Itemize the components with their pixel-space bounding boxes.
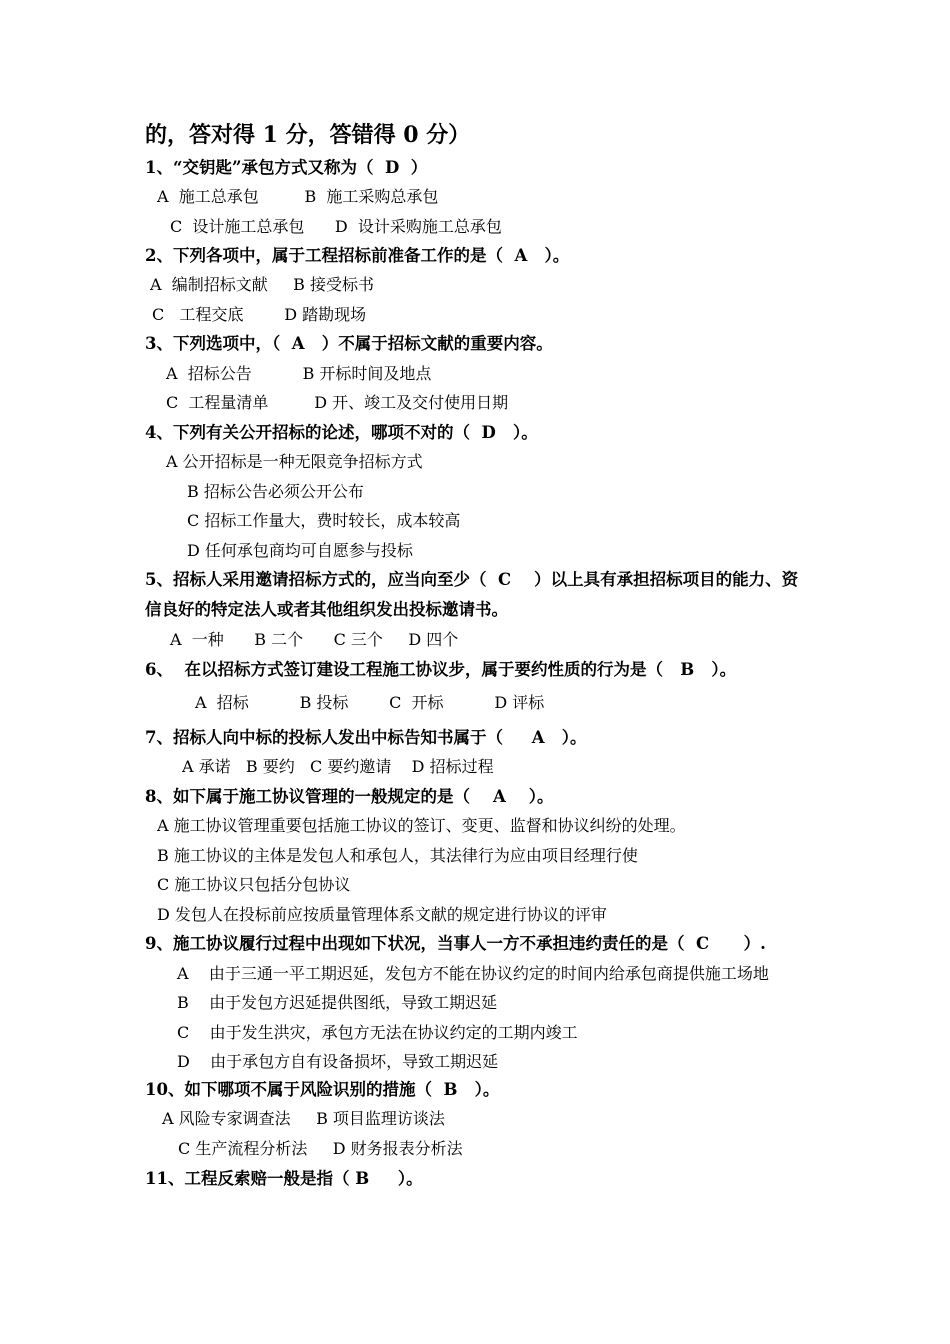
q2-options-cd: C 工程交底 D 踏勘现场 — [152, 305, 367, 324]
question-3: 3、下列选项中，（ A ）不属于招标文献的重要内容。 — [145, 334, 553, 353]
q3-options-cd: C 工程量清单 D 开、竣工及交付使用日期 — [166, 393, 509, 412]
question-10: 10、如下哪项不属于风险识别的措施（ B ）。 — [145, 1080, 500, 1099]
question-6: 6、 在以招标方式签订建设工程施工协议步，属于要约性质的行为是（ B ）。 — [145, 660, 737, 679]
q6-options: A 招标 B 投标 C 开标 D 评标 — [195, 693, 545, 712]
q9-option-c: C 由于发生洪灾，承包方无法在协议约定的工期内竣工 — [177, 1023, 578, 1042]
question-11: 11、工程反索赔一般是指（ B ）。 — [145, 1169, 423, 1188]
question-7: 7、招标人向中标的投标人发出中标告知书属于（ A ）。 — [145, 728, 587, 747]
q9-option-a: A 由于三通一平工期迟延，发包方不能在协议约定的时间内给承包商提供施工场地 — [177, 964, 769, 983]
question-1: 1、“交钥匙”承包方式又称为（ D ） — [145, 158, 428, 177]
q4-option-b: B 招标公告必须公开公布 — [187, 482, 364, 501]
question-4: 4、下列有关公开招标的论述，哪项不对的（ D ）。 — [145, 423, 538, 442]
q5-options: A 一种 B 二个 C 三个 D 四个 — [170, 630, 459, 649]
q4-option-d: D 任何承包商均可自愿参与投标 — [187, 541, 413, 560]
q10-options-cd: C 生产流程分析法 D 财务报表分析法 — [178, 1139, 463, 1158]
q10-options-ab: A 风险专家调查法 B 项目监理访谈法 — [162, 1109, 445, 1128]
question-8: 8、如下属于施工协议管理的一般规定的是（ A ）。 — [145, 787, 554, 806]
q2-options-ab: A 编制招标文献 B 接受标书 — [150, 275, 375, 294]
q8-option-b: B 施工协议的主体是发包人和承包人，其法律行为应由项目经理行使 — [157, 846, 638, 865]
q9-option-d: D 由于承包方自有设备损坏，导致工期迟延 — [177, 1052, 499, 1071]
q8-option-a: A 施工协议管理重要包括施工协议的签订、变更、监督和协议纠纷的处理。 — [157, 816, 686, 835]
question-5-cont: 信良好的特定法人或者其他组织发出投标邀请书。 — [145, 600, 508, 619]
q7-options: A 承诺 B 要约 C 要约邀请 D 招标过程 — [182, 757, 494, 776]
q1-options-cd: C 设计施工总承包 D 设计采购施工总承包 — [170, 217, 502, 236]
q9-option-b: B 由于发包方迟延提供图纸，导致工期迟延 — [177, 993, 498, 1012]
q3-options-ab: A 招标公告 B 开标时间及地点 — [166, 364, 432, 383]
q8-option-d: D 发包人在投标前应按质量管理体系文献的规定进行协议的评审 — [157, 905, 607, 924]
section-header: 的，答对得 1 分，答错得 0 分） — [145, 122, 471, 148]
q8-option-c: C 施工协议只包括分包协议 — [157, 875, 351, 894]
question-9: 9、施工协议履行过程中出现如下状况，当事人一方不承担违约责任的是（ C ）. — [145, 934, 766, 953]
q4-option-a: A 公开招标是一种无限竞争招标方式 — [166, 452, 423, 471]
question-5: 5、招标人采用邀请招标方式的，应当向至少（ C ）以上具有承担招标项目的能力、资 — [145, 570, 799, 589]
question-2: 2、下列各项中，属于工程招标前准备工作的是（ A ）。 — [145, 246, 570, 265]
q1-options-ab: A 施工总承包 B 施工采购总承包 — [157, 187, 439, 206]
q4-option-c: C 招标工作量大，费时较长，成本较高 — [187, 511, 461, 530]
